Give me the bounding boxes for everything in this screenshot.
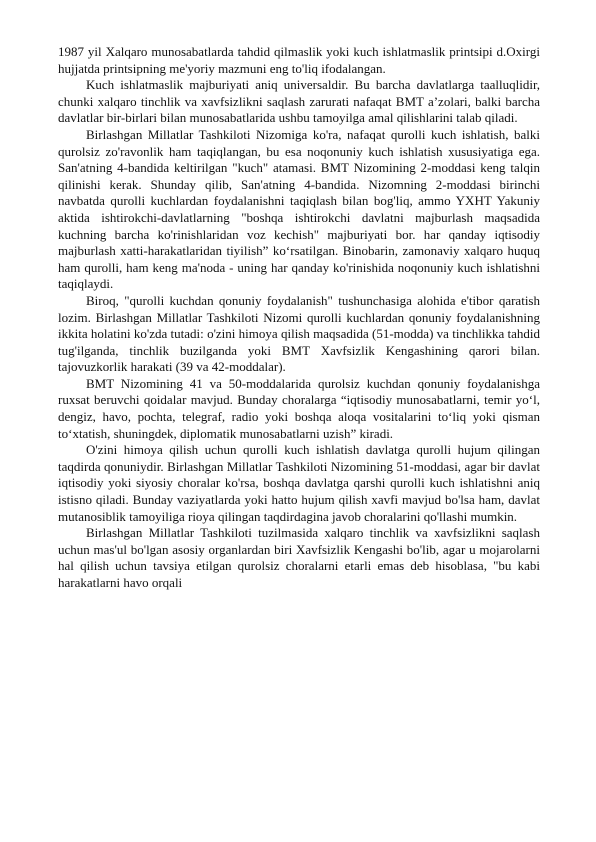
document-page [58, 44, 540, 592]
paragraph-5: BMT Nizomining 41 va 50-moddalarida qurolsiz kuchdan qonuniy foydalanishga ruxsat beruvchi qoidalar mavjud. Bunday choralarga “iqtisodiy munosabatlarni, temir yo‘l, dengiz, havo, pochta, telegraf, radio yoki boshqa aloqa vositalarini to‘liq yoki qisman to‘xtatish, shuningdek, diplomatik munosabatlarni uzish” kiradi. [58, 375, 540, 441]
paragraph-6: O'zini himoya qilish uchun qurolli kuch ishlatish davlatga qurolli hujum qilingan taqdirda qonuniydir. Birlashgan Millatlar Tashkiloti Nizomining 51-moddasi, agar bir davlat iqtisodiy yoki siyosiy choralar ko'rsa, boshqa davlatga qarshi qurolli kuch ishlatishni aniq istisno qiladi. Bunday vaziyatlarda yoki hatto hujum qilish xavfi mavjud bo'lsa ham, davlat mutanosiblik tamoyiliga rioya qilingan taqdirdagina javob choralarini qo'llashi mumkin. [58, 442, 540, 524]
paragraph-7: Birlashgan Millatlar Tashkiloti tuzilmasida xalqaro tinchlik va xavfsizlikni saqlash uchun mas'ul bo'lgan asosiy organlardan biri Xavfsizlik Kengashi bo'lib, agar u mojarolarni hal qilish uchun tavsiya etilgan qurolsiz choralarni etarli emas deb hisoblasa, "bu kabi harakatlarni havo orqali [58, 525, 540, 590]
paragraph-2: Kuch ishlatmaslik majburiyati aniq universaldir. Bu barcha davlatlarga taalluqlidir, chunki xalqaro tinchlik va xavfsizlikni saqlash zarurati nafaqat BMT a’zolari, balki barcha davlatlar bir-birlari bilan munosabatlarida ushbu tamoyilga amal qilishlarini talab qiladi. [58, 77, 540, 126]
paragraph-4: Biroq, "qurolli kuchdan qonuniy foydalanish" tushunchasiga alohida e'tibor qaratish lozim. Birlashgan Millatlar Tashkiloti Nizomi qurolli kuchlardan qonuniy foydalanishning ikkita holatini ko'zda tutadi: o'zini himoya qilish maqsadida (51-modda) va tinchlikka tahdid tug'ilganda, tinchlik buzilganda yoki BMT Xavfsizlik Kengashining qarori bilan. tajovuzkorlik harakati (39 va 42-moddalar). [58, 292, 540, 375]
paragraph-3: Birlashgan Millatlar Tashkiloti Nizomiga ko'ra, nafaqat qurolli kuch ishlatish, balki qurolsiz zo'ravonlik ham taqiqlangan, bu esa noqonuniy kuch ishlatish xususiyatiga ega. San'atning 4-bandida keltirilgan "kuch" atamasi. BMT Nizomining 2-moddasi keng talqin qilinishi kerak. Shunday qilib, San'atning 4-bandida. Nizomning 2-moddasi birinchi navbatda qurolli kuchlardan foydalanishni taqiqlash bilan bog'liq, ammo YXHT Yakuniy aktida ishtirokchi-davlatlarning "boshqa ishtirokchi davlatni majburlash maqsadida kuchning barcha ko'rinishlaridan voz kechish" majburiyati bor. har qanday iqtisodiy majburlash xatti-harakatlaridan tiyilish” ko‘rsatilgan. Binobarin, zamonaviy xalqaro huquq ham qurolli, ham keng ma'noda - uning har qanday ko'rinishida noqonuniy kuch ishlatishni taqiqlaydi. [58, 126, 540, 292]
paragraph-1: 1987 yil Xalqaro munosabatlarda tahdid qilmaslik yoki kuch ishlatmaslik printsipi d.Oxirgi hujjatda printsipning me'yoriy mazmuni eng to'liq ifodalangan. [58, 44, 540, 76]
